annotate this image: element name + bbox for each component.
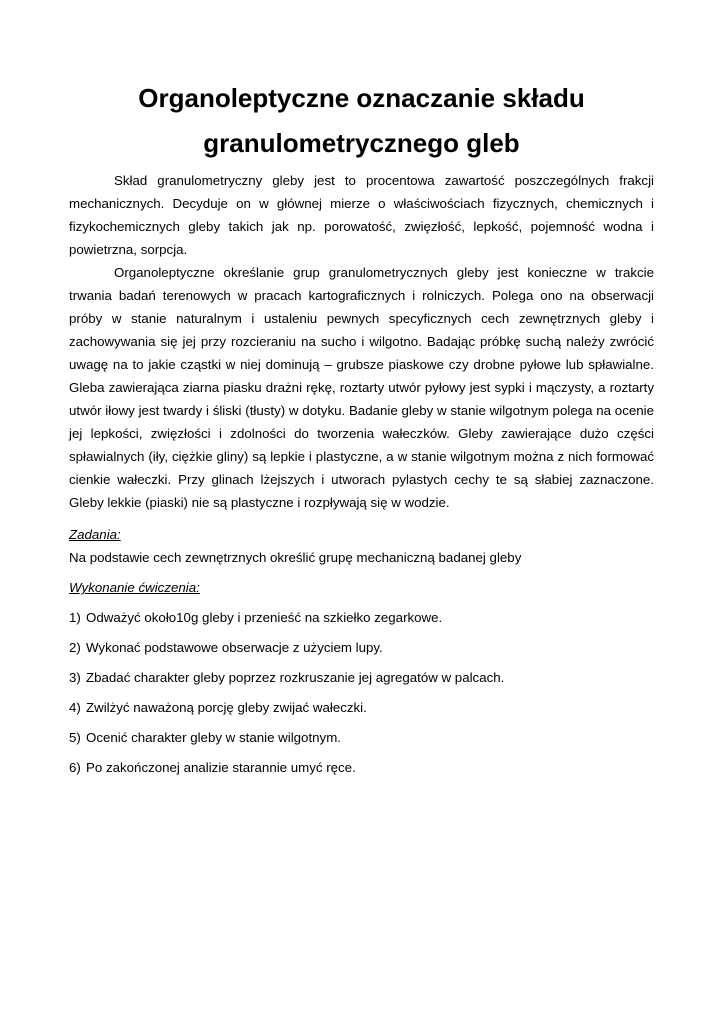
step-number: 5): [69, 730, 81, 745]
step-number: 6): [69, 760, 81, 775]
step-text: Zwilżyć naważoną porcję gleby zwijać wałeczki.: [86, 700, 367, 715]
step-text: Odważyć około10g gleby i przenieść na szkiełko zegarkowe.: [86, 610, 443, 625]
step-text: Ocenić charakter gleby w stanie wilgotnym.: [86, 730, 341, 745]
step-text: Wykonać podstawowe obserwacje z użyciem lupy.: [86, 640, 383, 655]
list-item: [69, 606, 654, 629]
step-number: 1): [69, 610, 81, 625]
document-title: [69, 0, 654, 166]
title-line-1: Organoleptyczne oznaczanie składu: [138, 83, 585, 113]
execution-label: Wykonanie ćwiczenia:: [69, 580, 200, 595]
list-item: [69, 636, 654, 659]
paragraph-intro: Skład granulometryczny gleby jest to procentowa zawartość poszczególnych frakcji mechanicznych. Decyduje on w głównej mierze o właściwościach fizycznych, chemicznych i fizykochemicznych gleby takich jak np. porowatość, zwięzłość, lepkość, pojemność wodna i powietrzna, sorpcja.: [69, 173, 654, 257]
step-number: 2): [69, 640, 81, 655]
list-item: [69, 726, 654, 749]
document-page: [69, 0, 654, 779]
list-item: [69, 756, 654, 779]
title-line-2: granulometrycznego gleb: [203, 128, 520, 158]
step-text: Po zakończonej analizie starannie umyć ręce.: [86, 760, 356, 775]
tasks-text: Na podstawie cech zewnętrznych określić grupę mechaniczną badanej gleby: [69, 550, 522, 565]
list-item: [69, 696, 654, 719]
tasks-label: Zadania:: [69, 527, 121, 542]
step-number: 4): [69, 700, 81, 715]
paragraph-method: Organoleptyczne określanie grup granulometrycznych gleby jest konieczne w trakcie trwania badań terenowych w pracach kartograficznych i rolniczych. Polega ono na obserwacji próby w stanie naturalnym i ustaleniu pewnych specyficznych cech zewnętrznych gleby i zachowywania się jej przy rozcieraniu na sucho i wilgotno. Badając próbkę suchą należy zwrócić uwagę na to jakie cząstki w niej dominują – grubsze piaskowe czy drobne pyłowe lub spławialne. Gleba zawierająca ziarna piasku drażni rękę, roztarty utwór pyłowy jest sypki i mączysty, a roztarty utwór iłowy jest twardy i śliski (tłusty) w dotyku. Badanie gleby w stanie wilgotnym polega na ocenie jej lepkości, zwięzłości i zdolności do tworzenia wałeczków. Gleby zawierające dużo części spławialnych (iły, ciężkie gliny) są lepkie i plastyczne, a w stanie wilgotnym można z nich formować cienkie wałeczki. Przy glinach lżejszych i utworach pylastych cechy te są słabiej zaznaczone. Gleby lekkie (piaski) nie są plastyczne i rozpływają się w wodzie.: [69, 265, 654, 510]
steps-list: [69, 606, 654, 779]
step-text: Zbadać charakter gleby poprzez rozkruszanie jej agregatów w palcach.: [86, 670, 505, 685]
step-number: 3): [69, 670, 81, 685]
list-item: [69, 666, 654, 689]
